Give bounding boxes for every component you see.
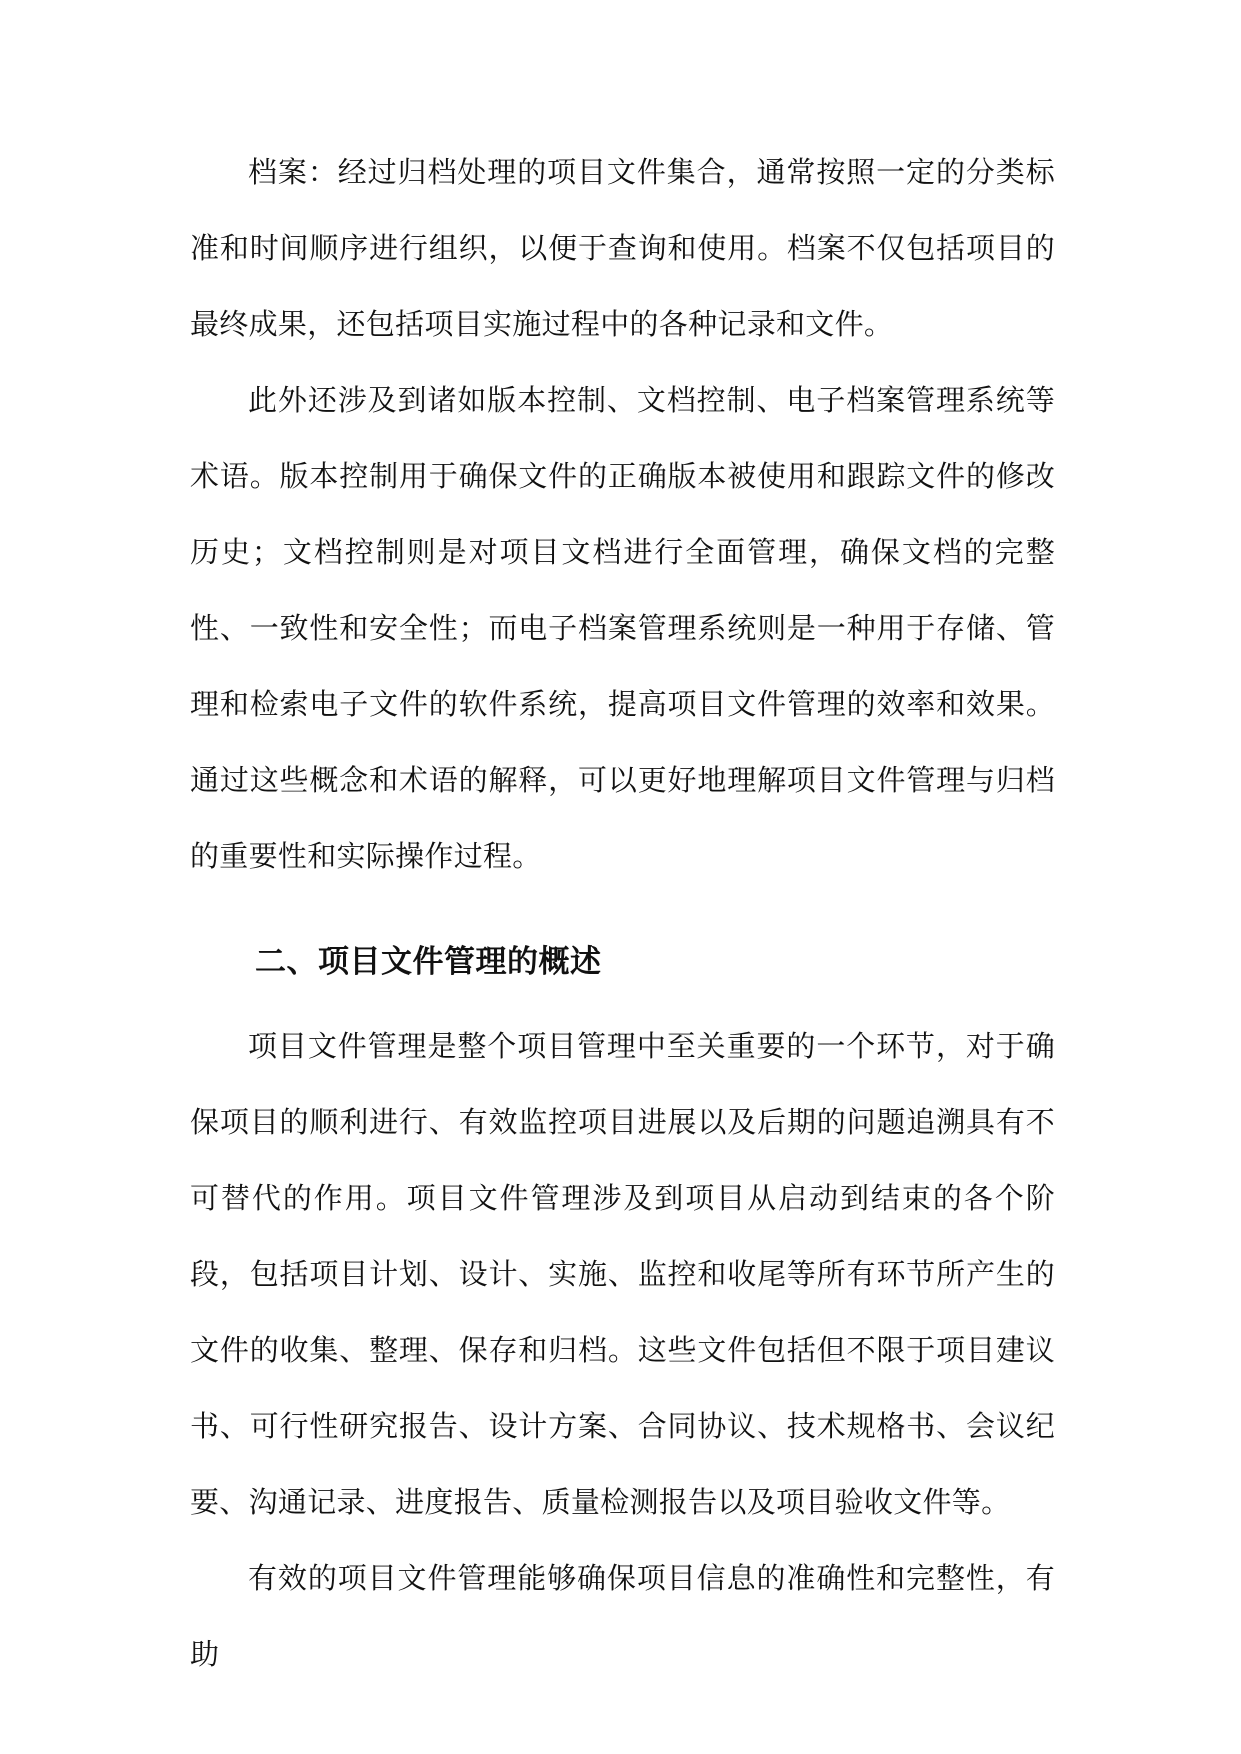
paragraph-archive-definition: 档案：经过归档处理的项目文件集合，通常按照一定的分类标准和时间顺序进行组织，以便于查询和使用。档案不仅包括项目的最终成果，还包括项目实施过程中的各种记录和文件。: [190, 155, 1055, 341]
paragraph-overview: 项目文件管理是整个项目管理中至关重要的一个环节，对于确保项目的顺利进行、有效监控项目进展以及后期的问题追溯具有不可替代的作用。项目文件管理涉及到项目从启动到结束的各个阶段，包括项目计划、设计、实施、监控和收尾等所有环节所产生的文件的收集、整理、保存和归档。这些文件包括但不限于项目建议书、可行性研究报告、设计方案、合同协议、技术规格书、会议纪要、沟通记录、进度报告、质量检测报告以及项目验收文件等。: [190, 1029, 1055, 1519]
paragraph-terminology: 此外还涉及到诸如版本控制、文档控制、电子档案管理系统等术语。版本控制用于确保文件的正确版本被使用和跟踪文件的修改历史；文档控制则是对项目文档进行全面管理，确保文档的完整性、一致性和安全性；而电子档案管理系统则是一种用于存储、管理和检索电子文件的软件系统，提高项目文件管理的效率和效果。通过这些概念和术语的解释，可以更好地理解项目文件管理与归档的重要性和实际操作过程。: [190, 383, 1055, 873]
paragraph-effective-management: 有效的项目文件管理能够确保项目信息的准确性和完整性，有助: [190, 1561, 1055, 1671]
section-heading: 二、项目文件管理的概述: [255, 944, 602, 980]
